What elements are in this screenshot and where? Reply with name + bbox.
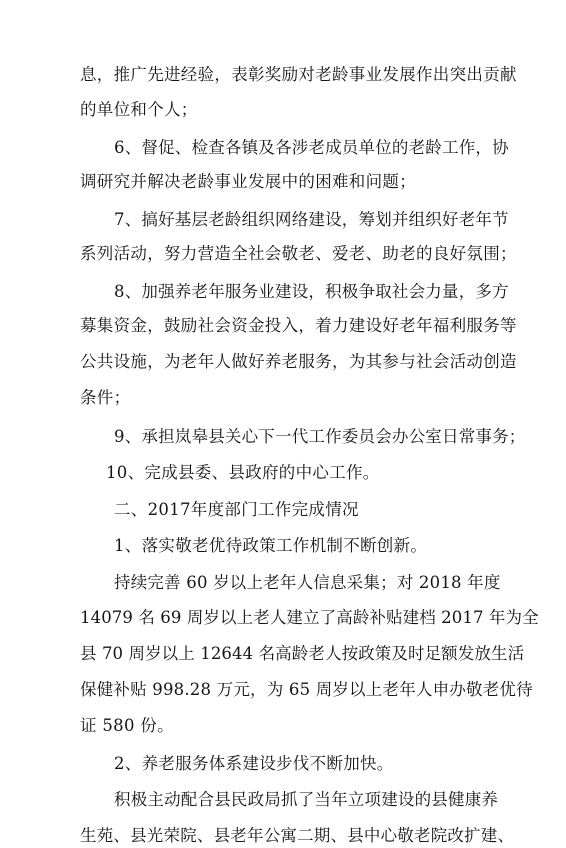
- paragraph-line: 持续完善 60 岁以上老年人信息采集；对 2018 年度: [114, 573, 501, 592]
- subsection-heading: 1、落实敬老优待政策工作机制不断创新。: [114, 536, 428, 555]
- paragraph-line: 募集资金，鼓励社会资金投入，着力建设好老年福利服务等: [80, 316, 517, 335]
- paragraph-line: 9、承担岚皋县关心下一代工作委员会办公室日常事务；: [114, 427, 526, 446]
- paragraph-line: 县 70 周岁以上 12644 名高龄老人按政策及时足额发放生活: [80, 644, 525, 663]
- paragraph-line: 的单位和个人；: [80, 100, 198, 119]
- paragraph-line: 14079 名 69 周岁以上老人建立了高龄补贴建档 2017 年为全: [80, 608, 539, 627]
- paragraph-line: 8、加强养老年服务业建设，积极争取社会力量，多方: [114, 282, 509, 301]
- subsection-heading: 2、养老服务体系建设步伐不断加快。: [114, 754, 394, 773]
- section-heading: 二、2017年度部门工作完成情况: [114, 500, 359, 519]
- paragraph-line: 系列活动，努力营造全社会敬老、爱老、助老的良好氛围；: [80, 244, 517, 263]
- paragraph-line: 保健补贴 998.28 万元，为 65 周岁以上老年人申办敬老优待: [80, 680, 533, 699]
- paragraph-line: 公共设施，为老年人做好养老服务，为其参与社会活动创造: [80, 352, 517, 371]
- paragraph-line: 生苑、县光荣院、县老年公寓二期、县中心敬老院改扩建、: [80, 826, 515, 845]
- paragraph-line: 证 580 份。: [80, 716, 174, 735]
- paragraph-line: 10、完成县委、县政府的中心工作。: [106, 463, 380, 482]
- paragraph-line: 积极主动配合县民政局抓了当年立项建设的县健康养: [114, 790, 499, 809]
- paragraph-line: 息，推广先进经验，表彰奖励对老龄事业发展作出突出贡献: [80, 65, 517, 84]
- paragraph-line: 调研究并解决老龄事业发展中的困难和问题；: [80, 172, 416, 191]
- paragraph-line: 条件；: [80, 388, 131, 407]
- paragraph-line: 6、督促、检查各镇及各涉老成员单位的老龄工作，协: [114, 138, 509, 157]
- paragraph-line: 7、搞好基层老龄组织网络建设，筹划并组织好老年节: [114, 210, 509, 229]
